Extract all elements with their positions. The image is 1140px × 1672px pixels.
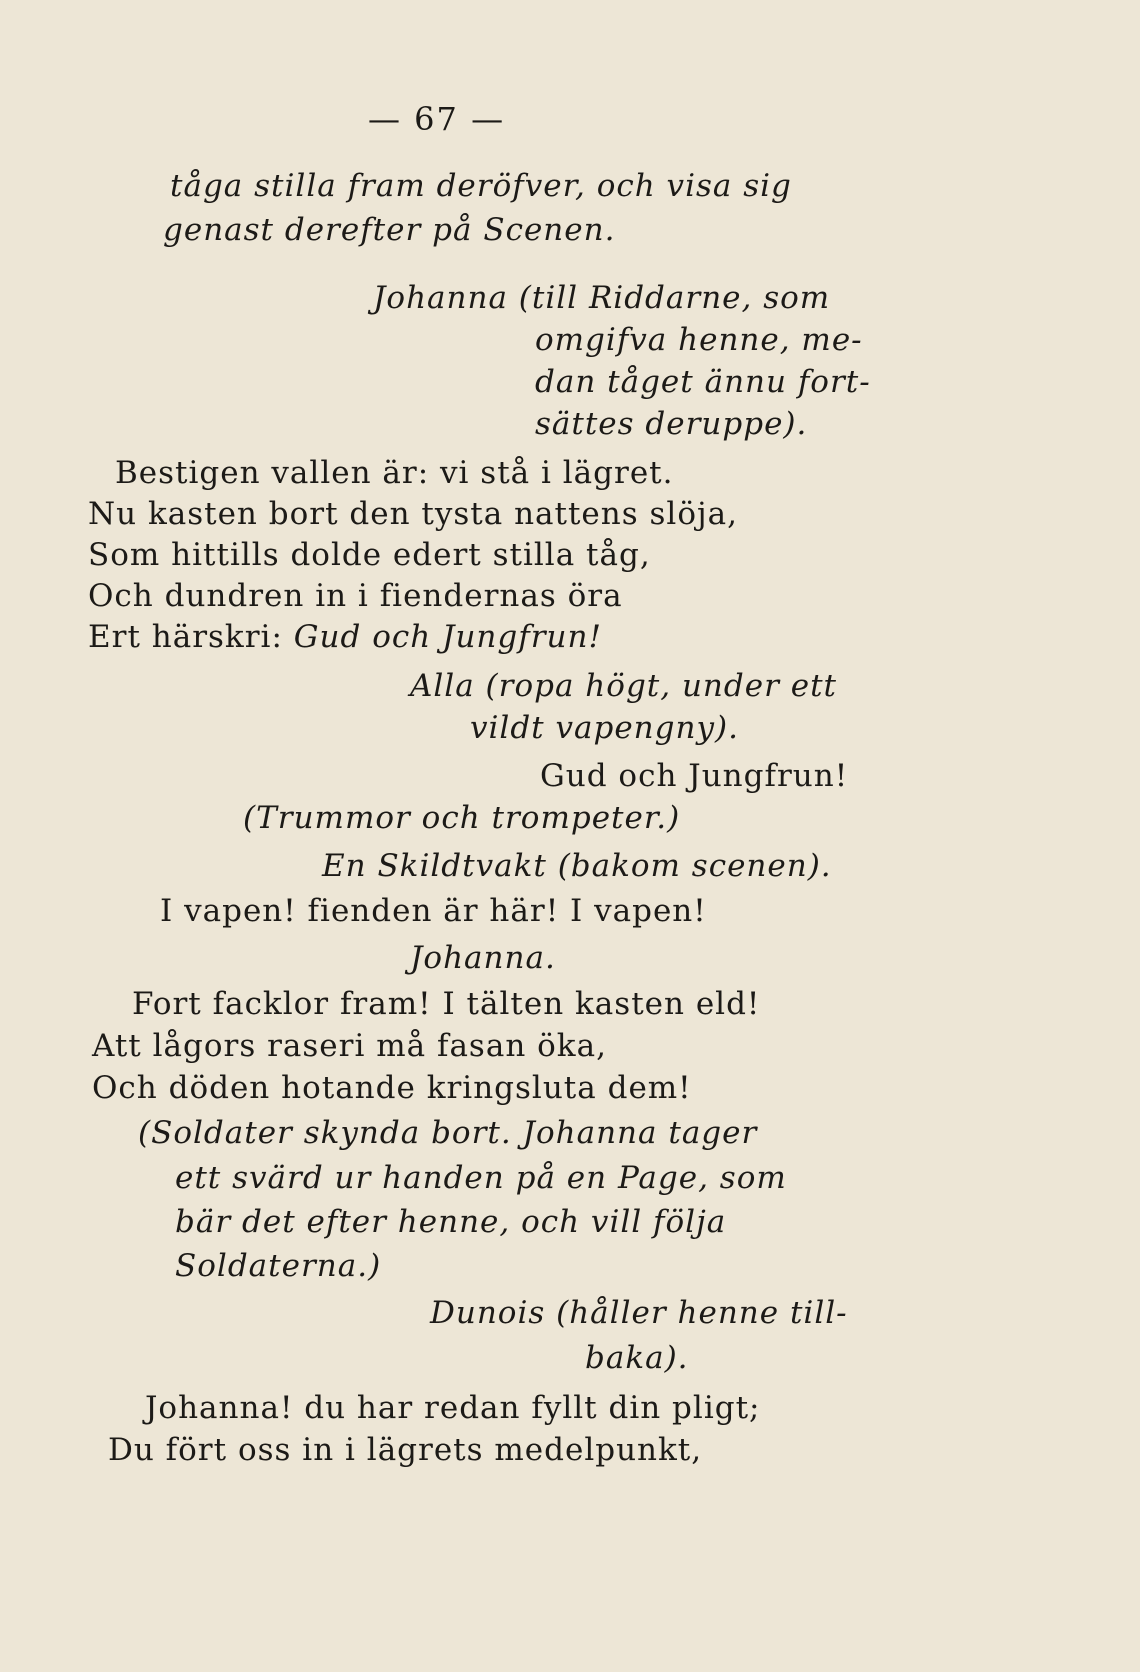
stage-direction-line: ett svärd ur handen på en Page, som bbox=[175, 1160, 787, 1196]
stage-direction-line: bär det efter henne, och vill följa bbox=[175, 1204, 727, 1240]
stage-direction-line: dan tåget ännu fort- bbox=[535, 364, 871, 400]
page-number: — 67 — bbox=[368, 100, 506, 138]
verse-line: Du fört oss in i lägrets medelpunkt, bbox=[108, 1432, 703, 1468]
speaker-line: Johanna. bbox=[410, 940, 556, 976]
verse-line: Och döden hotande kringsluta dem! bbox=[92, 1070, 692, 1106]
verse-line: Gud och Jungfrun! bbox=[540, 758, 849, 794]
stage-direction-line: omgifva henne, me- bbox=[535, 322, 863, 358]
verse-text: Ert härskri: bbox=[88, 619, 294, 655]
stage-direction-line: (Soldater skynda bort. Johanna tager bbox=[138, 1115, 758, 1151]
verse-line: Bestigen vallen är: vi stå i lägret. bbox=[115, 455, 674, 491]
verse-line: Nu kasten bort den tysta nattens slöja, bbox=[88, 496, 738, 532]
verse-line bbox=[88, 619, 602, 655]
stage-direction-line: Soldaterna.) bbox=[175, 1248, 382, 1284]
speaker-line: Dunois (håller henne till- bbox=[430, 1295, 848, 1331]
stage-direction-line: vildt vapengny). bbox=[470, 710, 739, 746]
verse-line: I vapen! fienden är här! I vapen! bbox=[160, 893, 707, 929]
battle-cry: Gud och Jungfrun! bbox=[293, 619, 602, 655]
verse-line: Och dundren in i fiendernas öra bbox=[88, 578, 623, 614]
stage-direction-line: baka). bbox=[585, 1340, 689, 1376]
verse-line: Fort facklor fram! I tälten kasten eld! bbox=[132, 986, 761, 1022]
verse-line: Som hittills dolde edert stilla tåg, bbox=[88, 537, 651, 573]
speaker-line: En Skildtvakt (bakom scenen). bbox=[322, 848, 832, 884]
stage-direction-line: (Trummor och trompeter.) bbox=[243, 800, 681, 836]
verse-line: Att lågors raseri må fasan öka, bbox=[92, 1028, 607, 1064]
speaker-line: Johanna (till Riddarne, som bbox=[373, 280, 831, 316]
speaker-line: Alla (ropa högt, under ett bbox=[410, 668, 838, 704]
stage-direction-line: tåga stilla fram deröfver, och visa sig bbox=[170, 168, 792, 204]
stage-direction-line: genast derefter på Scenen. bbox=[163, 212, 616, 248]
verse-line: Johanna! du har redan fyllt din pligt; bbox=[145, 1390, 761, 1426]
stage-direction-line: sättes deruppe). bbox=[535, 406, 808, 442]
